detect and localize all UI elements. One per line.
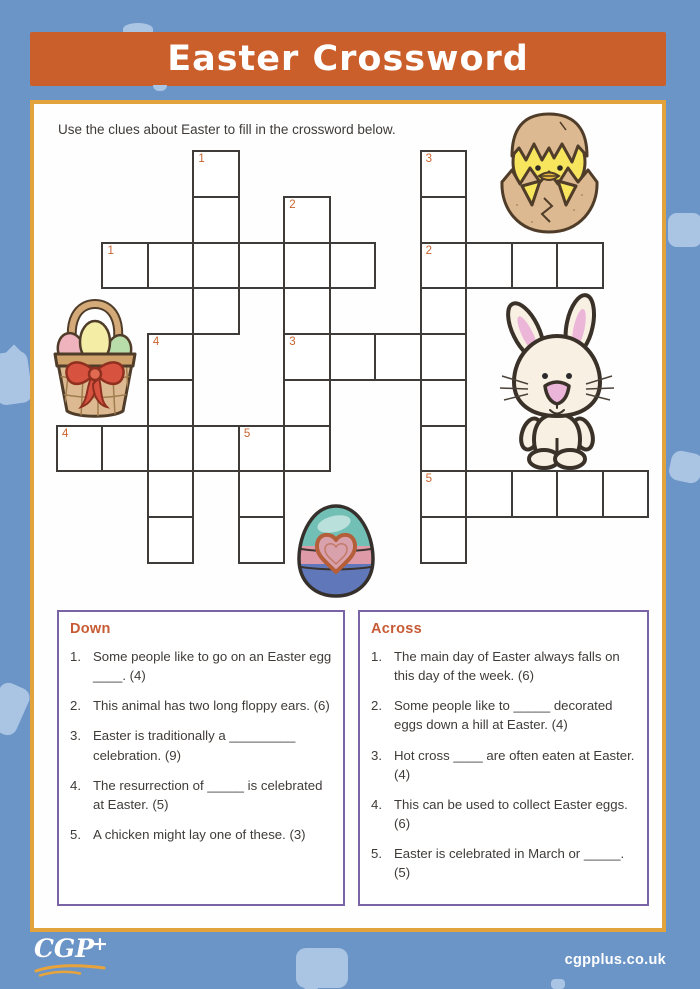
title-banner <box>30 32 666 86</box>
clue-item <box>70 825 332 844</box>
clue-item-number: 4. <box>371 796 382 812</box>
clue-item-text: Some people like to go on an Easter egg ____. (4) <box>93 649 332 684</box>
basket-rim <box>55 354 135 366</box>
bunny-foot-right <box>555 450 585 468</box>
across-heading: Across <box>371 621 422 637</box>
clue-number-label: 5 <box>425 473 433 486</box>
clue-item-text: Easter is traditionally a _________ celebration. (9) <box>93 728 296 763</box>
decoration-tail <box>153 85 167 91</box>
cgp-logo-plus: + <box>92 933 108 955</box>
clue-item-text: Easter is celebrated in March or _____. (5) <box>394 846 625 881</box>
clue-item-number: 3. <box>70 728 81 744</box>
clue-item-number: 2. <box>70 698 81 714</box>
clue-item-number: 5. <box>371 846 382 862</box>
across-clues-box <box>358 610 649 906</box>
clue-item-number: 1. <box>70 649 81 664</box>
clue-item <box>371 647 636 685</box>
clue-number-label: 4 <box>152 336 160 349</box>
decoration-blob-right-top <box>668 213 700 247</box>
easter-basket-image <box>50 298 140 425</box>
clue-item <box>371 696 636 734</box>
clue-item-text: This animal has two long floppy ears. (6) <box>93 698 330 714</box>
decoration-mini-blob <box>551 979 565 989</box>
decorated-egg-image <box>292 502 380 605</box>
down-heading: Down <box>70 621 111 637</box>
clue-number-label: 3 <box>425 153 433 165</box>
page-title: Easter Crossword <box>167 39 529 79</box>
chick-hatching-image <box>492 110 607 240</box>
clue-item-text: Some people like to _____ decorated eggs down a hill at Easter. (4) <box>394 698 613 733</box>
clue-number-label: 2 <box>425 244 433 257</box>
clue-number-label: 3 <box>289 336 296 349</box>
clue-number-label: 4 <box>62 427 69 440</box>
decoration-speech-bubble <box>296 948 348 988</box>
clue-number-label: 5 <box>243 427 251 440</box>
cgp-logo-swoosh <box>34 963 106 977</box>
cgp-logo: CGP+ <box>34 933 108 963</box>
clue-item <box>371 746 636 784</box>
down-clues-box <box>57 610 345 906</box>
clue-item <box>70 726 332 764</box>
bow-knot <box>89 368 101 380</box>
clue-item-number: 5. <box>70 826 81 842</box>
clue-item <box>70 647 332 685</box>
clue-item-text: A chicken might lay one of these. (3) <box>93 826 306 842</box>
across-clue-list <box>371 647 636 882</box>
clue-item-number: 3. <box>371 747 382 763</box>
clue-item <box>70 696 332 715</box>
clue-item <box>371 844 636 882</box>
clue-item-text: The resurrection of _____ is celebrated at Easter. (5) <box>93 777 323 812</box>
easter-bunny-image <box>498 292 616 475</box>
clue-number-label: 1 <box>107 244 114 257</box>
clue-item-number: 1. <box>371 649 382 664</box>
decoration-blob-right-mid <box>667 449 700 485</box>
clue-item-text: Hot cross ____ are often eaten at Easter. (4) <box>394 747 635 782</box>
clue-item-number: 2. <box>371 698 382 714</box>
clue-item-text: The main day of Easter always falls on this day of the week. (6) <box>394 649 620 684</box>
clue-item-number: 4. <box>70 777 81 793</box>
clue-number-label: 2 <box>289 198 296 211</box>
website-text: cgpplus.co.uk <box>564 952 666 968</box>
down-clue-list <box>70 647 332 844</box>
clue-item <box>70 776 332 814</box>
instruction-text: Use the clues about Easter to fill in the crossword below. <box>58 122 396 137</box>
decoration-blob-left-low <box>0 680 33 739</box>
clue-item <box>371 795 636 833</box>
clue-number-label: 1 <box>198 153 205 165</box>
clue-item-text: This can be used to collect Easter eggs. (6) <box>394 796 628 831</box>
